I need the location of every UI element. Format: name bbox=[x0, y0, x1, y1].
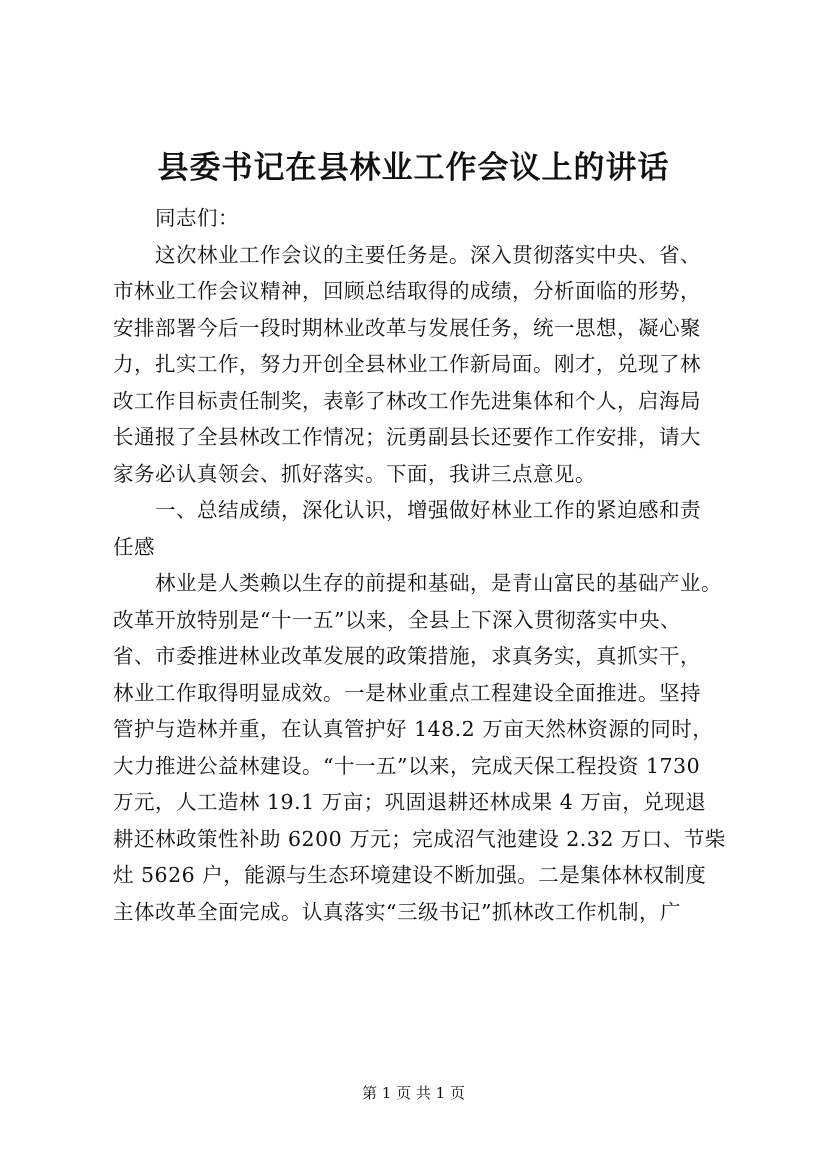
text-line: 力，扎实工作，努力开创全县林业工作新局面。刚才，兑现了林 bbox=[113, 352, 701, 376]
text-line: 长通报了全县林改工作情况；沅勇副县长还要作工作安排，请大 bbox=[113, 425, 701, 449]
text-line: 一、总结成绩，深化认识，增强做好林业工作的紧迫感和责 bbox=[155, 498, 701, 522]
text-line: 省、市委推进林业改革发展的政策措施，求真务实，真抓实干， bbox=[113, 644, 701, 668]
text-line: 大力推进公益林建设。“十一五”以来，完成天保工程投资 1730 bbox=[113, 753, 701, 778]
page-footer: 第 1 页 共 1 页 bbox=[362, 1084, 465, 1102]
text-line: 家务必认真领会、抓好落实。下面，我讲三点意见。 bbox=[113, 461, 596, 486]
text-line: 林业工作取得明显成效。一是林业重点工程建设全面推进。坚持 bbox=[113, 680, 701, 705]
text-line: 市林业工作会议精神，回顾总结取得的成绩，分析面临的形势， bbox=[113, 279, 701, 303]
document-title: 县委书记在县林业工作会议上的讲话 bbox=[157, 150, 670, 186]
text-line: 改革开放特别是“十一五”以来，全县上下深入贯彻落实中央、 bbox=[113, 607, 681, 632]
text-line: 同志们： bbox=[155, 206, 239, 230]
text-line: 主体改革全面完成。认真落实“三级书记”抓林改工作机制，广 bbox=[113, 899, 681, 924]
text-line: 林业是人类赖以生存的前提和基础，是青山富民的基础产业。 bbox=[155, 571, 722, 595]
text-line: 管护与造林并重，在认真管护好 148.2 万亩天然林资源的同时， bbox=[113, 717, 714, 741]
text-line: 安排部署今后一段时期林业改革与发展任务，统一思想，凝心聚 bbox=[113, 315, 701, 340]
text-line: 任感 bbox=[113, 534, 155, 559]
text-line: 灶 5626 户，能源与生态环境建设不断加强。二是集体林权制度 bbox=[113, 863, 707, 887]
text-line: 这次林业工作会议的主要任务是。深入贯彻落实中央、省、 bbox=[155, 242, 701, 267]
text-line: 万元，人工造林 19.1 万亩；巩固退耕还林成果 4 万亩，兑现退 bbox=[113, 790, 707, 814]
text-line: 耕还林政策性补助 6200 万元；完成沼气池建设 2.32 万口、节柴 bbox=[113, 826, 726, 851]
document-body bbox=[113, 200, 726, 930]
text-line: 改工作目标责任制奖，表彰了林改工作先进集体和个人，启海局 bbox=[113, 388, 701, 413]
